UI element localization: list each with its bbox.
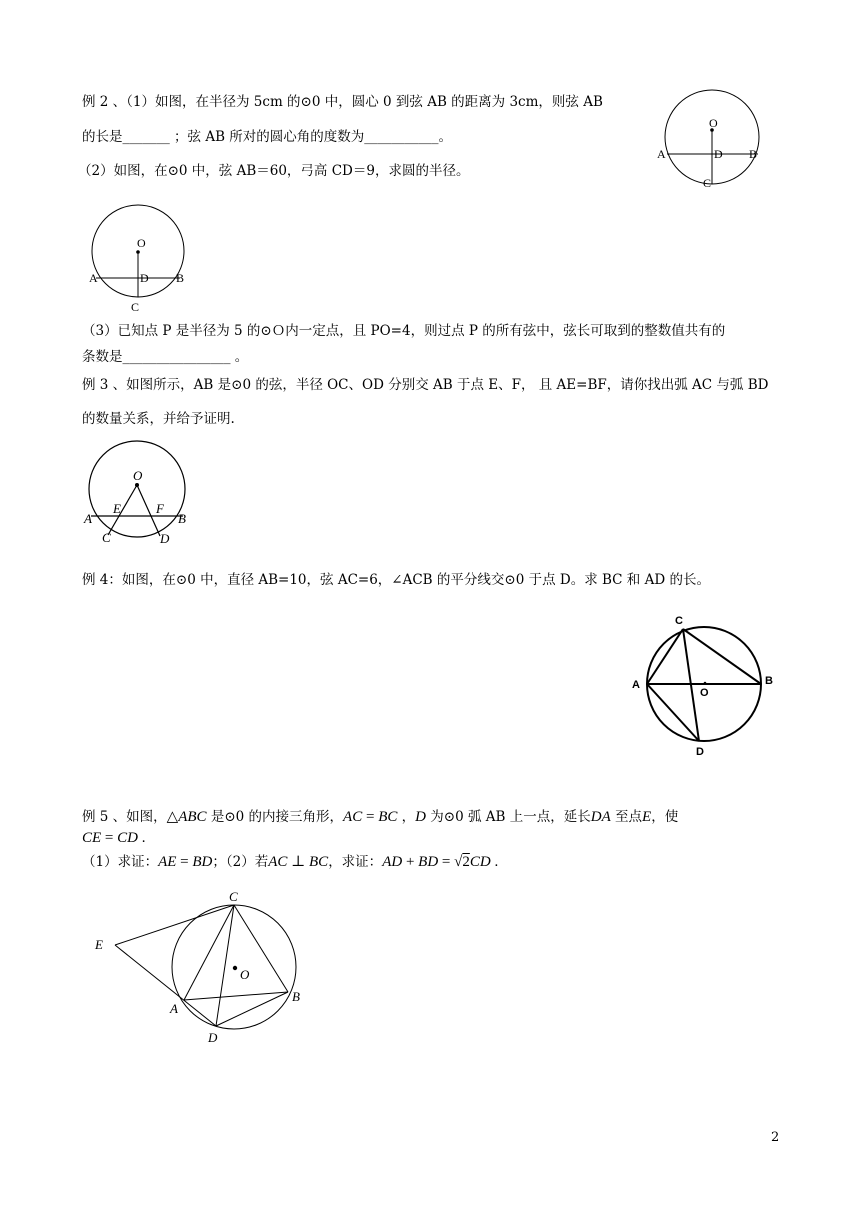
fig1-label-o: O <box>709 116 718 130</box>
fig5-label-a: A <box>170 1001 178 1016</box>
ex2-figure-2 <box>82 203 202 318</box>
fig3-label-d: D <box>160 531 170 546</box>
page-number: 2 <box>771 1130 780 1145</box>
fig3-label-f: F <box>156 501 164 516</box>
ex5-l1-text-e: ，使 <box>651 809 679 825</box>
ex5-figure <box>90 885 320 1050</box>
ex5-l3-period: . <box>490 854 499 870</box>
ex5-l1-comma: ， <box>397 809 416 825</box>
ex5-l1-e: E <box>642 809 652 825</box>
ex5-l3-text-c: ，求证： <box>328 854 383 870</box>
ex5-l1-eq: = <box>362 809 379 825</box>
ex3-line2: 的数量关系，并给予证明. <box>82 411 235 427</box>
fig2-label-o: O <box>137 236 146 250</box>
ex2-q1-line1: 例 2 、（1）如图，在半径为 5cm 的⊙0 中，圆心 0 到弦 AB 的距离为 3cm，则弦 AB <box>82 94 603 110</box>
ex5-l3-ac: AC <box>268 854 288 870</box>
ex4-text: 例 4：如图，在⊙0 中，直径 AB=10，弦 AC=6，∠ACB 的平分线交⊙0 于点 D。求 BC 和 AD 的长。 <box>82 572 710 588</box>
ex2-q1-line2: 的长是_______ ；弦 AB 所对的圆心角的度数为___________。 <box>82 129 453 145</box>
ex5-l3-cd: CD <box>469 854 491 870</box>
ex5-l3-perp: ⊥ <box>287 854 310 870</box>
ex3-figure <box>82 438 202 548</box>
fig1-label-d: D <box>714 147 723 161</box>
ex5-l3-ae: AE <box>158 854 177 870</box>
fig5-label-b: B <box>292 989 300 1004</box>
ex2-figure-1 <box>655 84 775 194</box>
ex5-l3-plus: + <box>402 854 419 870</box>
fig2-label-d: D <box>140 271 149 285</box>
ex5-l1-abc: ABC <box>178 809 207 825</box>
ex2-q3-line2: 条数是________________ 。 <box>82 349 249 365</box>
fig5-label-o: O <box>240 967 250 982</box>
ex5-line3 <box>82 853 498 871</box>
fig4-label-a: A <box>632 679 640 691</box>
ex5-l3-eq2: = <box>438 854 455 870</box>
fig2-label-a: A <box>89 271 98 285</box>
ex5-l3-text-a: （1）求证： <box>82 854 159 870</box>
fig4-label-o: O <box>700 687 709 699</box>
ex2-q3-line1: （3）已知点 P 是半径为 5 的⊙Ｏ内一定点，且 PO=4，则过点 P 的所有弦中，弦长可取到的整数值共有的 <box>82 323 726 339</box>
fig3-label-o: O <box>133 468 143 483</box>
ex5-l3-bd: BD <box>192 854 213 870</box>
ex5-l1-ac: AC <box>343 809 363 825</box>
ex5-l3-ad: AD <box>382 854 403 870</box>
fig3-label-b: B <box>178 511 186 526</box>
fig3-label-c: C <box>102 530 111 545</box>
ex5-l3-radicand: 2 <box>462 854 470 870</box>
fig2-label-c: C <box>131 300 140 314</box>
fig4-label-b: B <box>765 675 773 687</box>
fig1-label-b: B <box>749 147 758 161</box>
ex5-line1 <box>82 808 678 826</box>
fig3-label-a: A <box>84 511 92 526</box>
fig1-label-a: A <box>657 147 666 161</box>
fig3-label-e: E <box>113 501 121 516</box>
ex4-figure <box>628 610 778 760</box>
ex5-l3-sqrt-sign: √ <box>454 854 463 870</box>
ex5-l2-period: . <box>137 830 146 846</box>
ex5-line2 <box>82 829 145 847</box>
fig5-label-d: D <box>208 1030 218 1045</box>
ex5-l2-eq: = <box>101 830 118 846</box>
ex5-l3-text-b: ；（2）若 <box>212 854 269 870</box>
fig4-label-c: C <box>675 615 683 627</box>
fig1-label-c: C <box>703 176 712 190</box>
ex3-line1: 例 3 、如图所示，AB 是⊙0 的弦，半径 OC、OD 分别交 AB 于点 E、F， 且 AE=BF，请你找出弧 AC 与弧 BD <box>82 377 769 393</box>
ex5-l1-text-a: 例 5 、如图， <box>82 809 167 825</box>
fig2-label-b: B <box>176 271 185 285</box>
ex5-l3-bc: BC <box>309 854 329 870</box>
ex5-l1-bc: BC <box>378 809 398 825</box>
ex5-l1-d: D <box>415 809 426 825</box>
ex5-l3-eq1: = <box>176 854 193 870</box>
ex5-l2-cd: CD <box>117 830 138 846</box>
fig5-label-e: E <box>95 937 103 952</box>
ex5-l3-bd2: BD <box>418 854 439 870</box>
ex5-l1-text-d: 至点 <box>610 809 643 825</box>
fig5-label-c: C <box>229 889 238 904</box>
ex5-l1-triangle: △ <box>166 809 179 825</box>
ex5-l1-da: DA <box>590 809 611 825</box>
ex2-q2: （2）如图，在⊙0 中，弦 AB＝60，弓高 CD＝9，求圆的半径。 <box>78 163 470 179</box>
ex5-l1-text-c: 为⊙0 弧 AB 上一点，延长 <box>426 809 591 825</box>
ex5-l2-ce: CE <box>82 830 102 846</box>
fig4-label-d: D <box>696 746 704 758</box>
ex5-l1-text-b: 是⊙0 的内接三角形， <box>206 809 344 825</box>
